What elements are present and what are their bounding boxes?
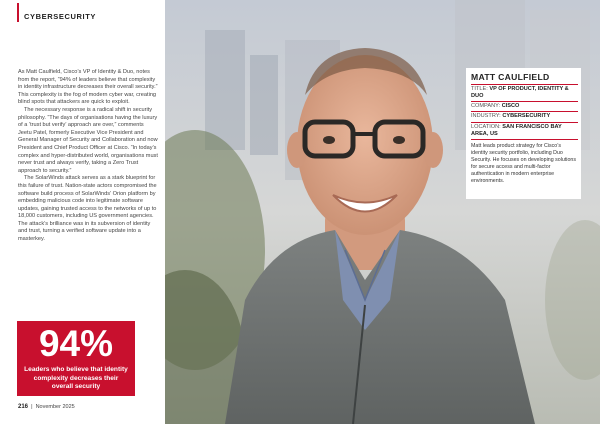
card-divider xyxy=(471,101,578,102)
profile-location-value: SAN FRANCISCO BAY AREA, US xyxy=(471,124,562,137)
profile-card xyxy=(466,68,581,199)
article-paragraph: As Matt Caulfield, Cisco’s VP of Identity & Duo, notes from the report, “94% of leaders believe that complexity in identity infrastructure decreases their overall security.” This complexity is the fog of modern cyber war, creating blind spots that attackers are quick to exploit. xyxy=(18,69,158,106)
article-body xyxy=(18,69,158,244)
folio-separator: | xyxy=(29,404,35,410)
stat-value: 94% xyxy=(38,323,114,364)
issue-date: November 2025 xyxy=(35,404,75,410)
profile-industry-key: INDUSTRY: xyxy=(471,113,501,119)
profile-title-row xyxy=(471,86,578,100)
profile-industry-value: CYBERSECURITY xyxy=(502,113,551,119)
profile-title-value: VP OF PRODUCT, IDENTITY & DUO xyxy=(471,86,569,99)
page-number: 216 xyxy=(18,404,29,410)
portrait-photo xyxy=(165,0,600,424)
profile-company-key: COMPANY: xyxy=(471,103,501,109)
page-folio xyxy=(18,404,75,410)
section-label: CYBERSECURITY xyxy=(24,12,96,21)
profile-bio: Matt leads product strategy for Cisco’s identity security portfolio, including Duo Security. He focuses on developing solutions for secure access and multi-factor authentication in modern enterprise environments. xyxy=(471,143,577,184)
profile-industry-row xyxy=(471,113,578,120)
card-divider xyxy=(471,84,578,85)
profile-company-row xyxy=(471,103,578,110)
profile-company-value: CISCO xyxy=(501,103,520,109)
profile-name: MATT CAULFIELD xyxy=(471,72,550,82)
stat-caption: Leaders who believe that identity complexity decreases their overall security xyxy=(24,366,128,391)
article-paragraph: The SolarWinds attack serves as a stark blueprint for this failure of trust. Nation-state actors compromised the software build process of SolarWinds’ Orion platform by embedding malicious code into legitimate software updates, gaining trusted access to the networks of up to 18,000 customers, including US government agencies. The attack’s brilliance was in its subversion of identity and trust, turning a verified software update into a masterkey. xyxy=(18,175,157,243)
section-rule xyxy=(17,3,19,22)
stat-callout xyxy=(17,321,135,396)
card-divider xyxy=(471,111,578,112)
profile-location-row xyxy=(471,124,578,138)
card-divider xyxy=(471,122,578,123)
portrait-illustration xyxy=(165,0,600,424)
profile-title-key: TITLE: xyxy=(471,86,488,92)
article-paragraph: The necessary response is a radical shift in security philosophy. “The days of organisations having the luxury of a ‘trust but verify’ approach are over,” comments Jeetu Patel, formerly Executive Vice President and General Manager of Security and Collaboration and now President and Chief Product Officer at Cisco. “In today’s complex and hyper-distributed world, organisations must never trust and always verify, taking a Zero Trust approach to security.” xyxy=(18,106,158,174)
card-divider xyxy=(471,139,578,140)
profile-location-key: LOCATION: xyxy=(471,124,501,130)
article-column xyxy=(0,0,165,424)
